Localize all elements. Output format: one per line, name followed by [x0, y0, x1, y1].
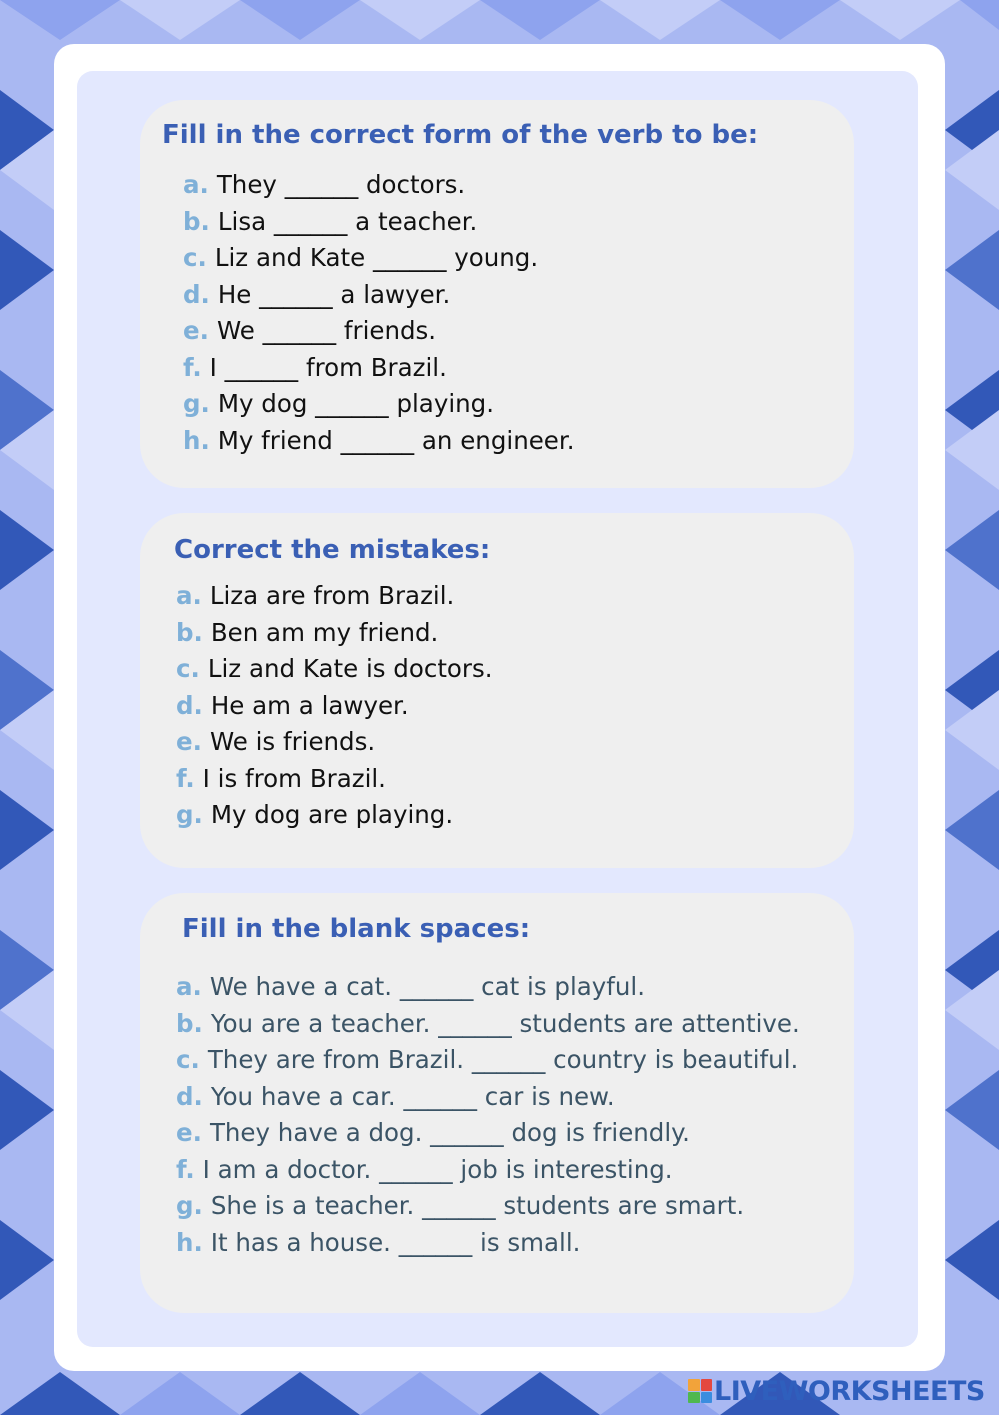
exercise-list	[176, 969, 800, 1261]
item-letter: e.	[176, 727, 202, 756]
item-letter: a.	[176, 581, 202, 610]
exercise-list	[183, 167, 574, 459]
exercise-item	[176, 578, 493, 615]
item-letter: a.	[183, 170, 209, 199]
item-text: I am a doctor. ______ job is interesting.	[202, 1154, 673, 1184]
liveworksheets-logo[interactable]	[688, 1374, 985, 1408]
item-text: My dog are playing.	[210, 800, 454, 829]
item-letter: b.	[183, 206, 210, 236]
item-letter: e.	[183, 316, 209, 345]
exercise-item	[176, 724, 493, 761]
exercise-item	[176, 761, 493, 798]
item-letter: g.	[176, 1191, 203, 1220]
logo-text: LIVEWORKSHEETS	[714, 1375, 985, 1407]
item-letter: h.	[176, 1227, 203, 1257]
item-letter: g.	[183, 389, 210, 418]
item-letter: f.	[183, 352, 202, 382]
item-text: It has a house. ______ is small.	[210, 1227, 581, 1257]
exercise-list	[176, 578, 493, 834]
item-text: Lisa ______ a teacher.	[217, 206, 478, 236]
item-text: She is a teacher. ______ students are smart.	[210, 1191, 745, 1220]
item-letter: c.	[183, 243, 207, 272]
item-letter: g.	[176, 800, 203, 829]
item-text: We ______ friends.	[216, 316, 437, 345]
exercise-item	[183, 167, 574, 204]
item-text: We have a cat. ______ cat is playful.	[209, 972, 646, 1001]
exercise-heading: Correct the mistakes:	[174, 535, 491, 565]
exercise-item	[183, 386, 574, 423]
item-letter: c.	[176, 1045, 200, 1074]
exercise-item	[176, 1188, 800, 1225]
item-text: I ______ from Brazil.	[209, 352, 447, 382]
item-text: Liza are from Brazil.	[209, 581, 455, 610]
item-letter: b.	[176, 1008, 203, 1038]
logo-icon	[688, 1379, 712, 1403]
item-text: Ben am my friend.	[210, 617, 439, 647]
item-text: Liz and Kate ______ young.	[214, 243, 539, 272]
exercise-item	[183, 240, 574, 277]
exercise-item	[183, 313, 574, 350]
item-letter: c.	[176, 654, 200, 683]
exercise-item	[176, 1042, 800, 1079]
item-text: You have a car. ______ car is new.	[210, 1081, 615, 1111]
item-letter: d.	[183, 279, 210, 309]
exercise-item	[176, 651, 493, 688]
exercise-item	[176, 1115, 800, 1152]
exercise-item	[176, 1152, 800, 1189]
item-text: He am a lawyer.	[210, 690, 409, 720]
item-text: I is from Brazil.	[202, 763, 386, 793]
exercise-item	[183, 350, 574, 387]
item-text: They are from Brazil. ______ country is beautiful.	[207, 1045, 799, 1074]
item-text: You are a teacher. ______ students are attentive.	[210, 1008, 800, 1038]
item-letter: b.	[176, 617, 203, 647]
exercise-item	[176, 1225, 800, 1262]
item-letter: d.	[176, 1081, 203, 1111]
item-text: Liz and Kate is doctors.	[207, 654, 493, 683]
exercise-item	[176, 969, 800, 1006]
item-letter: f.	[176, 1154, 195, 1184]
exercise-item	[176, 797, 493, 834]
exercise-item	[176, 615, 493, 652]
item-text: My friend ______ an engineer.	[217, 425, 575, 455]
item-letter: a.	[176, 972, 202, 1001]
item-text: We is friends.	[209, 727, 376, 756]
exercise-item	[176, 1006, 800, 1043]
exercise-card-verb-to-be	[140, 100, 854, 488]
item-letter: h.	[183, 425, 210, 455]
item-text: He ______ a lawyer.	[217, 279, 451, 309]
exercise-card-correct-mistakes	[140, 513, 854, 868]
item-text: They have a dog. ______ dog is friendly.	[209, 1118, 690, 1147]
exercise-heading: Fill in the correct form of the verb to be:	[162, 120, 759, 150]
item-letter: f.	[176, 763, 195, 793]
item-letter: e.	[176, 1118, 202, 1147]
item-text: They ______ doctors.	[216, 170, 466, 199]
exercise-card-blank-spaces	[140, 893, 854, 1313]
item-text: My dog ______ playing.	[217, 389, 494, 418]
exercise-item	[176, 1079, 800, 1116]
exercise-item	[183, 423, 574, 460]
item-letter: d.	[176, 690, 203, 720]
exercise-item	[183, 204, 574, 241]
exercise-item	[176, 688, 493, 725]
exercise-heading: Fill in the blank spaces:	[182, 914, 531, 944]
exercise-item	[183, 277, 574, 314]
